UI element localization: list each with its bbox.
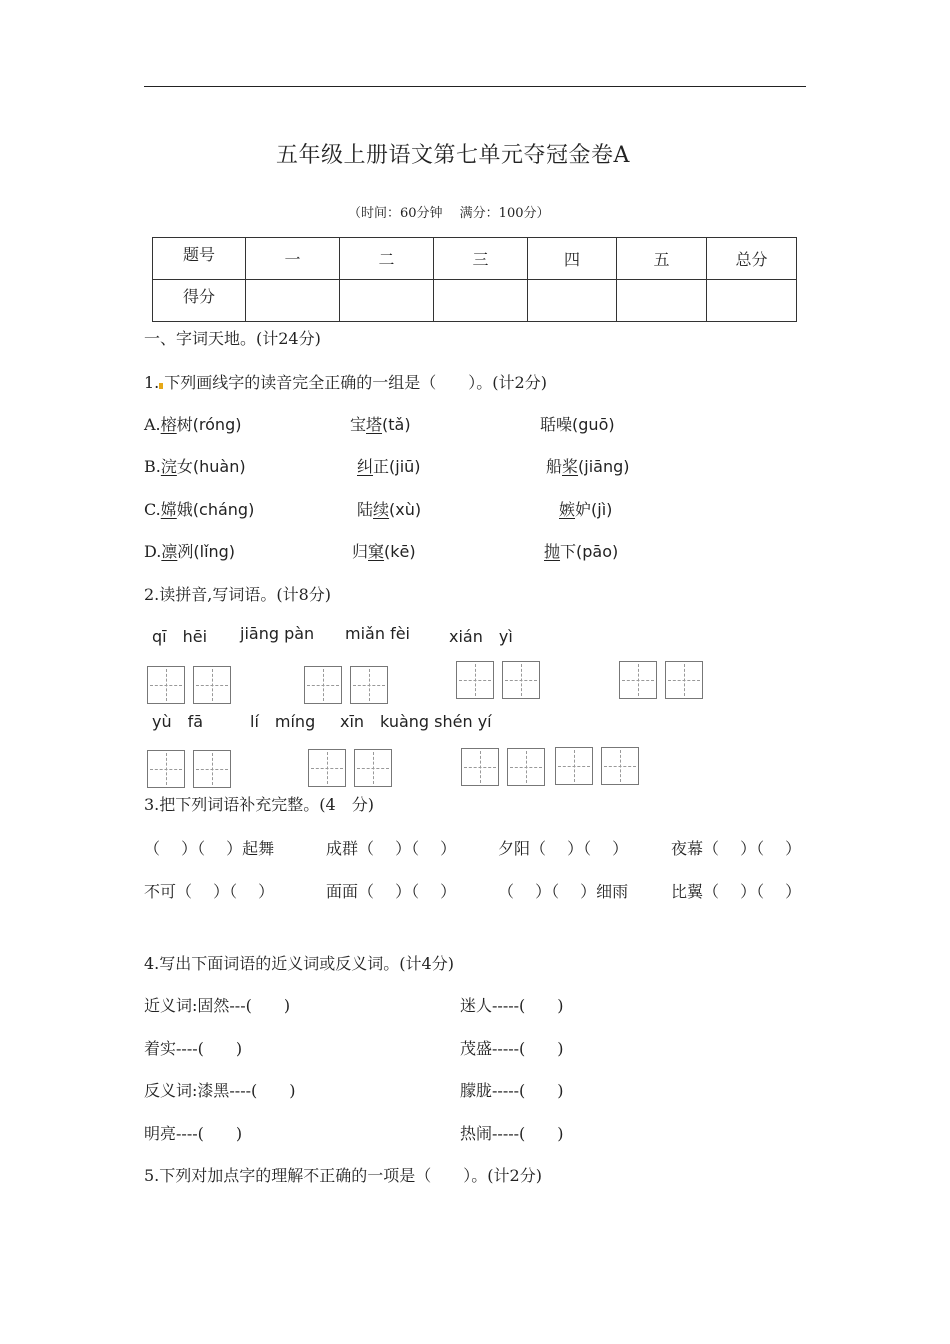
- pinyin-label: miǎn fèi: [345, 624, 410, 643]
- idiom-blank[interactable]: （ ）（ ）细雨: [498, 882, 629, 901]
- writing-grid-box[interactable]: [461, 748, 499, 786]
- option-c-item: 嫉妒(jì): [559, 500, 613, 519]
- score-cell[interactable]: [246, 280, 340, 322]
- word-blank[interactable]: 热闹-----( ): [460, 1124, 564, 1143]
- score-cell[interactable]: [340, 280, 434, 322]
- option-d-item: 归窠(kē): [352, 542, 416, 561]
- idiom-blank[interactable]: 比翼（ ）（ ）: [671, 882, 802, 901]
- idiom-blank[interactable]: 面面（ ）（ ）: [326, 882, 457, 901]
- option-c-item: 陆续(xù): [357, 500, 422, 519]
- question-4-stem: 4.写出下面词语的近义词或反义词。(计4分): [144, 954, 454, 973]
- writing-grid-box[interactable]: [193, 750, 231, 788]
- score-table: [152, 237, 797, 322]
- question-text: 下列画线字的读音完全正确的一组是（ ）。(计2分): [164, 373, 547, 392]
- score-cell[interactable]: [707, 280, 797, 322]
- idiom-blank[interactable]: （ ）（ ）起舞: [144, 839, 275, 858]
- word-blank[interactable]: 迷人-----( ): [460, 996, 564, 1015]
- option-c[interactable]: C.嫦娥(cháng): [144, 500, 255, 519]
- pinyin-label: qī hēi: [152, 627, 208, 646]
- score-header-cell: 题号: [153, 238, 246, 280]
- idiom-blank[interactable]: 成群（ ）（ ）: [326, 839, 457, 858]
- option-d-item: 抛下(pāo): [544, 542, 619, 561]
- writing-grid-box[interactable]: [147, 666, 185, 704]
- writing-grid-box[interactable]: [304, 666, 342, 704]
- idiom-blank[interactable]: 夜幕（ ）（ ）: [671, 839, 802, 858]
- option-b-item: 纠正(jiū): [357, 457, 421, 476]
- score-table-score-row: [153, 280, 797, 322]
- option-a[interactable]: A.榕树(róng): [144, 415, 242, 434]
- writing-grid-box[interactable]: [507, 748, 545, 786]
- writing-grid-box[interactable]: [354, 749, 392, 787]
- writing-grid-box[interactable]: [147, 750, 185, 788]
- option-b[interactable]: B.浣女(huàn): [144, 457, 246, 476]
- score-table-header-row: [153, 238, 797, 280]
- section-heading: 一、字词天地。(计24分): [144, 329, 321, 348]
- option-d[interactable]: D.凛冽(lǐng): [144, 542, 236, 561]
- page-title: 五年级上册语文第七单元夺冠金卷A: [276, 143, 630, 168]
- word-blank[interactable]: 近义词:固然---( ): [144, 996, 291, 1015]
- score-header-cell: 五: [617, 238, 707, 280]
- word-blank[interactable]: 茂盛-----( ): [460, 1039, 564, 1058]
- word-blank[interactable]: 着实----( ): [144, 1039, 243, 1058]
- writing-grid-box[interactable]: [193, 666, 231, 704]
- writing-grid-box[interactable]: [308, 749, 346, 787]
- score-cell[interactable]: [434, 280, 528, 322]
- score-header-cell: 四: [528, 238, 617, 280]
- writing-grid-box[interactable]: [555, 747, 593, 785]
- writing-grid-box[interactable]: [665, 661, 703, 699]
- idiom-blank[interactable]: 不可（ ）（ ）: [144, 882, 275, 901]
- pinyin-label: jiāng pàn: [240, 624, 315, 643]
- question-1-stem: [144, 370, 547, 393]
- pinyin-label: lí míng: [250, 712, 316, 731]
- pinyin-label: yù fā: [152, 712, 204, 731]
- word-blank[interactable]: 朦胧-----( ): [460, 1081, 564, 1100]
- option-a-item: 聒噪(guō): [540, 415, 615, 434]
- mark-icon: [159, 383, 163, 389]
- question-5-stem: 5.下列对加点字的理解不正确的一项是（ ）。(计2分): [144, 1166, 542, 1185]
- question-number: 1.: [144, 373, 160, 392]
- option-b-item: 船桨(jiāng): [546, 457, 630, 476]
- pinyin-label: xīn kuàng shén yí: [340, 712, 492, 731]
- option-a-item: 宝塔(tǎ): [350, 415, 411, 434]
- word-blank[interactable]: 明亮----( ): [144, 1124, 243, 1143]
- idiom-blank[interactable]: 夕阳（ ）（ ）: [498, 839, 629, 858]
- score-cell[interactable]: [528, 280, 617, 322]
- score-header-cell: 一: [246, 238, 340, 280]
- writing-grid-box[interactable]: [601, 747, 639, 785]
- score-cell[interactable]: [617, 280, 707, 322]
- writing-grid-box[interactable]: [350, 666, 388, 704]
- writing-grid-box[interactable]: [619, 661, 657, 699]
- score-header-cell: 二: [340, 238, 434, 280]
- question-2-stem: 2.读拼音,写词语。(计8分): [144, 585, 332, 604]
- writing-grid-box[interactable]: [502, 661, 540, 699]
- writing-grid-box[interactable]: [456, 661, 494, 699]
- pinyin-label: xián yì: [449, 627, 513, 646]
- page-subtitle: （时间：60分钟 满分：100分）: [348, 206, 550, 221]
- question-3-stem: 3.把下列词语补充完整。(4 分): [144, 795, 374, 814]
- score-header-cell: 三: [434, 238, 528, 280]
- score-header-cell: 总分: [707, 238, 797, 280]
- top-rule: [144, 86, 806, 87]
- word-blank[interactable]: 反义词:漆黑----( ): [144, 1081, 296, 1100]
- score-row-label: 得分: [153, 280, 246, 322]
